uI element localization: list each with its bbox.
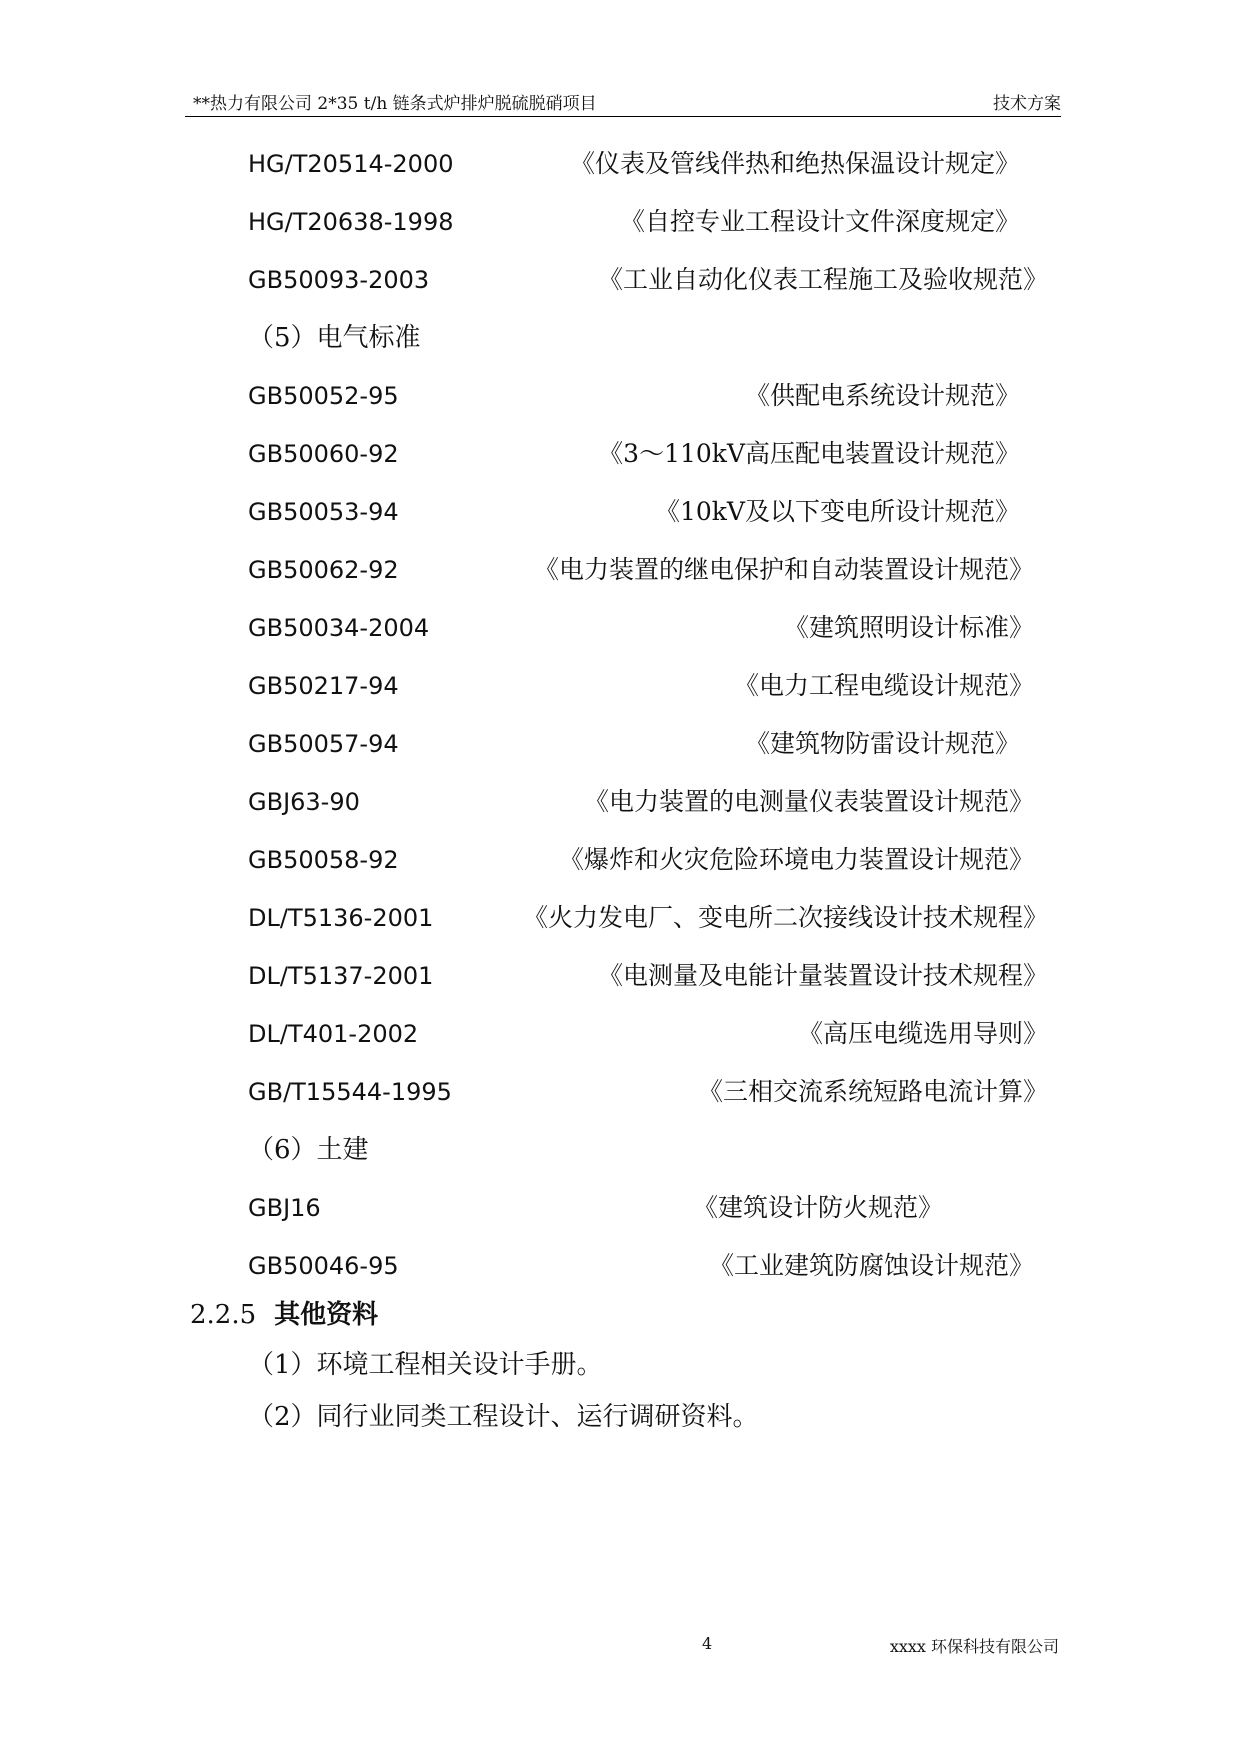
standard-code: HG/T20514-2000 bbox=[248, 150, 454, 178]
standard-code: GB50034-2004 bbox=[248, 614, 430, 642]
standard-code: DL/T5136-2001 bbox=[248, 904, 434, 932]
subsection-heading-electrical: （5）电气标准 bbox=[248, 323, 421, 353]
standard-title: 《电测量及电能计量装置设计技术规程》 bbox=[597, 961, 1048, 990]
standard-code: GBJ16 bbox=[248, 1194, 321, 1222]
section-label: 其他资料 bbox=[274, 1300, 379, 1330]
standard-row bbox=[248, 260, 1048, 300]
standard-row bbox=[248, 492, 1048, 532]
standard-code: GB/T15544-1995 bbox=[248, 1078, 452, 1106]
standard-code: GB50217-94 bbox=[248, 672, 399, 700]
list-item: （1）环境工程相关设计手册。 bbox=[248, 1350, 603, 1380]
standard-row bbox=[248, 434, 1048, 474]
page-header bbox=[185, 86, 1061, 117]
standard-title: 《建筑设计防火规范》 bbox=[692, 1193, 943, 1222]
standard-title: 《三相交流系统短路电流计算》 bbox=[697, 1077, 1048, 1106]
standard-row bbox=[248, 782, 1048, 822]
standard-row bbox=[248, 376, 1048, 416]
standard-title: 《建筑照明设计标准》 bbox=[783, 613, 1034, 642]
standard-title: 《电力装置的电测量仪表装置设计规范》 bbox=[583, 787, 1034, 816]
page-number: 4 bbox=[702, 1634, 713, 1653]
standard-row bbox=[248, 666, 1048, 706]
header-doc-type: 技术方案 bbox=[993, 94, 1061, 114]
standard-row bbox=[248, 550, 1048, 590]
standard-title: 《工业建筑防腐蚀设计规范》 bbox=[708, 1251, 1034, 1280]
standard-title: 《电力装置的继电保护和自动装置设计规范》 bbox=[533, 555, 1034, 584]
standard-code: GB50060-92 bbox=[248, 440, 399, 468]
standard-title: 《电力工程电缆设计规范》 bbox=[733, 671, 1034, 700]
standard-row bbox=[248, 840, 1048, 880]
header-project-title: **热力有限公司 2*35 t/h 链条式炉排炉脱硫脱硝项目 bbox=[193, 94, 597, 114]
standard-code: GB50053-94 bbox=[248, 498, 399, 526]
standard-title: 《3～110kV高压配电装置设计规范》 bbox=[598, 439, 1020, 468]
list-item: （2）同行业同类工程设计、运行调研资料。 bbox=[248, 1402, 759, 1432]
standard-code: GB50046-95 bbox=[248, 1252, 399, 1280]
standard-code: GBJ63-90 bbox=[248, 788, 360, 816]
standard-title: 《爆炸和火灾危险环境电力装置设计规范》 bbox=[558, 845, 1034, 874]
standard-title: 《10kV及以下变电所设计规范》 bbox=[654, 497, 1020, 526]
standard-row bbox=[248, 608, 1048, 648]
standard-row bbox=[248, 956, 1048, 996]
standard-row bbox=[248, 202, 1048, 242]
standard-code: HG/T20638-1998 bbox=[248, 208, 454, 236]
standard-row bbox=[248, 898, 1048, 938]
standard-row bbox=[248, 724, 1048, 764]
standard-row bbox=[248, 1072, 1048, 1112]
standard-code: GB50093-2003 bbox=[248, 266, 430, 294]
standard-title: 《工业自动化仪表工程施工及验收规范》 bbox=[597, 265, 1048, 294]
standard-title: 《供配电系统设计规范》 bbox=[744, 381, 1020, 410]
standard-code: GB50062-92 bbox=[248, 556, 399, 584]
standard-title: 《仪表及管线伴热和绝热保温设计规定》 bbox=[569, 149, 1020, 178]
standard-code: GB50058-92 bbox=[248, 846, 399, 874]
section-heading bbox=[190, 1295, 378, 1335]
standard-code: GB50057-94 bbox=[248, 730, 399, 758]
page-footer bbox=[0, 1634, 1241, 1660]
standard-code: DL/T401-2002 bbox=[248, 1020, 419, 1048]
standard-title: 《火力发电厂、变电所二次接线设计技术规程》 bbox=[522, 903, 1048, 932]
standard-row bbox=[248, 1014, 1048, 1054]
standard-title: 《高压电缆选用导则》 bbox=[797, 1019, 1048, 1048]
standard-title: 《建筑物防雷设计规范》 bbox=[744, 729, 1020, 758]
subsection-heading-civil: （6）土建 bbox=[248, 1135, 369, 1165]
standard-row bbox=[248, 144, 1048, 184]
section-number: 2.2.5 bbox=[190, 1300, 257, 1330]
footer-company: xxxx 环保科技有限公司 bbox=[889, 1637, 1059, 1656]
standard-row bbox=[248, 1246, 1048, 1286]
standard-row bbox=[248, 1188, 1048, 1228]
standard-code: GB50052-95 bbox=[248, 382, 399, 410]
standard-code: DL/T5137-2001 bbox=[248, 962, 434, 990]
standard-title: 《自控专业工程设计文件深度规定》 bbox=[619, 207, 1020, 236]
